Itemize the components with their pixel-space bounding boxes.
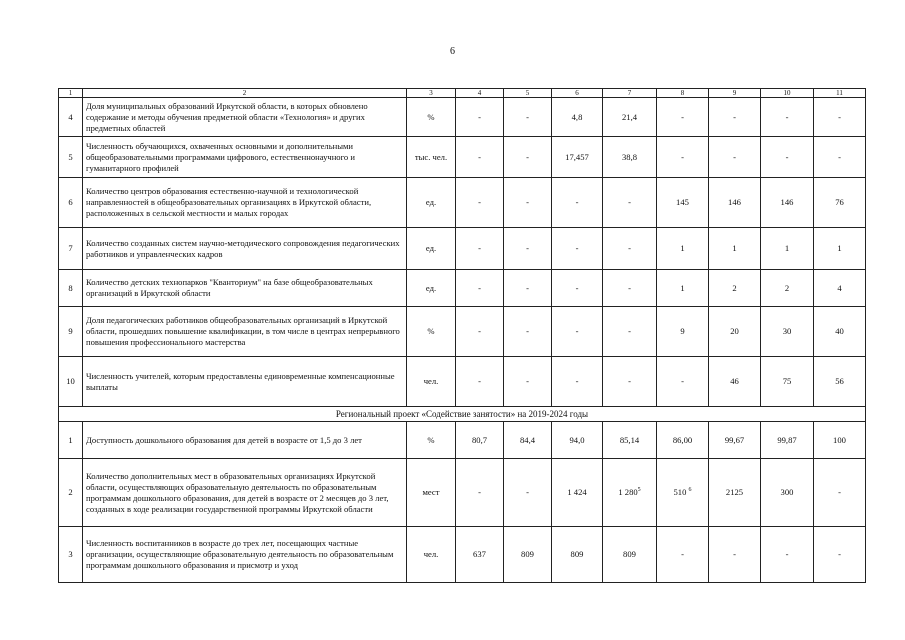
value-cell [814,270,866,307]
value-text: - [478,376,481,386]
indicator-name: Численность учителей, которым предоставлены единовременные компенсационные выплаты [83,357,407,407]
value-cell [456,178,504,228]
value-cell [709,228,761,270]
value-text: - [785,549,789,559]
value-text: - [681,151,684,162]
value-text: - [478,243,481,253]
value-cell [761,178,814,228]
value-text: 510 [673,487,687,497]
value-cell [603,527,657,583]
value-cell [657,307,709,357]
value-text: 1 [680,243,685,253]
value-cell [456,527,504,583]
value-cell [456,270,504,307]
row-number: 1 [59,422,83,459]
row-number: 10 [59,357,83,407]
value-cell [657,178,709,228]
value-cell [456,357,504,407]
unit-cell: ед. [407,270,456,307]
value-cell [814,307,866,357]
value-cell [456,228,504,270]
value-cell [709,98,761,137]
value-text: 145 [676,197,689,207]
value-text: 30 [782,326,792,336]
section-title: Региональный проект «Содействие занятости» на 2019-2024 годы [59,407,866,422]
table-row [59,527,866,583]
value-cell [709,178,761,228]
value-text: 85,14 [619,434,640,445]
value-text: - [733,549,736,559]
value-cell [709,357,761,407]
indicator-name: Количество центров образования естественно-научной и технологической направленностей в общеобразовательных организациях в Иркутской области, расположенных в сельской местности и малых городах [83,178,407,228]
value-text: 809 [570,549,584,559]
value-text: 75 [782,376,792,386]
value-text: 9 [680,326,685,336]
column-header: 5 [504,89,552,98]
value-text: 1 280 [618,487,638,497]
value-text: 300 [780,487,794,497]
value-cell [603,459,657,527]
column-header: 3 [407,89,456,98]
value-cell [504,178,552,228]
value-cell [552,422,603,459]
value-cell [761,459,814,527]
value-cell [504,422,552,459]
column-header: 10 [761,89,814,98]
value-cell [603,307,657,357]
value-text: 76 [835,197,844,207]
value-text: 99,67 [724,434,745,445]
value-cell [814,459,866,527]
footnote-mark: 5 [637,487,641,494]
value-cell [552,270,603,307]
value-cell [761,307,814,357]
value-text: - [526,282,529,293]
unit-cell: чел. [407,357,456,407]
row-number: 3 [59,527,83,583]
value-cell [814,98,866,137]
unit-cell: ед. [407,228,456,270]
value-cell [552,98,603,137]
value-cell [657,459,709,527]
value-text: 1 [732,243,737,253]
value-cell [603,422,657,459]
value-text: 56 [835,376,844,386]
value-cell [814,228,866,270]
value-text: 809 [623,549,636,559]
value-cell [761,527,814,583]
value-cell [552,178,603,228]
value-text: 17,457 [565,151,589,162]
value-text: - [478,282,481,293]
value-text: 1 [680,282,685,293]
value-text: 80,7 [471,434,488,445]
value-cell [814,357,866,407]
value-text: 38,8 [621,151,638,162]
value-cell [456,422,504,459]
value-cell [709,307,761,357]
value-text: 4 [837,282,842,293]
value-text: - [575,282,579,293]
value-cell [456,137,504,178]
value-text: 2 [732,282,737,293]
value-cell [552,357,603,407]
column-header: 6 [552,89,603,98]
unit-cell: ед. [407,178,456,228]
value-text: - [681,111,684,122]
column-header: 1 [59,89,83,98]
value-text: - [628,326,631,336]
table-row [59,137,866,178]
value-cell [657,422,709,459]
value-cell [552,137,603,178]
value-text: - [526,151,529,162]
value-text: - [575,376,579,386]
value-text: - [478,111,481,122]
value-cell [456,459,504,527]
table-row [59,357,866,407]
value-cell [504,228,552,270]
value-cell [657,228,709,270]
value-cell [456,307,504,357]
column-header: 9 [709,89,761,98]
value-text: 86,00 [672,434,693,445]
value-text: - [733,151,736,162]
value-text: - [785,111,789,122]
value-text: - [575,243,579,253]
row-number: 7 [59,228,83,270]
value-cell [709,270,761,307]
value-cell [603,357,657,407]
value-text: - [478,487,481,497]
value-text: - [838,549,841,559]
table-row [59,270,866,307]
value-text: 94,0 [569,434,585,445]
value-cell [657,270,709,307]
value-cell [504,307,552,357]
value-text: 809 [521,549,534,559]
value-cell [504,357,552,407]
value-text: 146 [728,197,741,207]
value-cell [504,137,552,178]
value-text: 99,87 [777,434,797,445]
value-cell [814,527,866,583]
column-header: 7 [603,89,657,98]
value-cell [504,527,552,583]
column-header: 2 [83,89,407,98]
value-text: - [681,376,684,386]
column-header: 11 [814,89,866,98]
value-text: - [478,197,481,207]
unit-cell: % [407,307,456,357]
value-text: - [526,111,529,122]
value-cell [709,422,761,459]
indicator-name: Количество дополнительных мест в образовательных организациях Иркутской области, осуществляющих образовательную деятельность по образовательным программам дошкольного образования, для детей в возрасте от 2 месяцев до 3 лет, созданных в ходе реализации государственной программы Иркутской области [83,459,407,527]
footnote-mark: 6 [688,487,692,494]
section-row [59,407,866,422]
row-number: 8 [59,270,83,307]
value-text: 100 [833,434,846,445]
value-cell [603,270,657,307]
value-cell [709,459,761,527]
value-cell [709,137,761,178]
value-cell [761,357,814,407]
indicators-table [58,88,866,583]
table-row [59,98,866,137]
value-cell [504,270,552,307]
value-cell [603,137,657,178]
value-text: - [526,326,529,336]
header-row [59,89,866,98]
unit-cell: тыс. чел. [407,137,456,178]
indicator-name: Количество созданных систем научно-методического сопровождения педагогических работников и управленческих кадров [83,228,407,270]
row-number: 4 [59,98,83,137]
value-text: 1 424 [567,487,587,497]
page-number: 6 [450,46,455,57]
value-text: - [478,151,481,162]
table-row [59,422,866,459]
value-text: - [681,549,684,559]
value-cell [603,228,657,270]
value-text: - [838,111,841,122]
value-cell [761,98,814,137]
value-cell [552,307,603,357]
value-cell [761,270,814,307]
value-cell [552,527,603,583]
value-text: - [628,243,631,253]
value-cell [456,98,504,137]
indicator-name: Количество детских технопарков "Кванториум" на базе общеобразовательных организаций в Иркутской области [83,270,407,307]
value-cell [761,422,814,459]
value-text: - [838,151,841,162]
value-text: 20 [730,326,739,336]
unit-cell: % [407,98,456,137]
value-text: 40 [835,326,844,336]
table-row [59,307,866,357]
value-cell [657,527,709,583]
unit-cell: чел. [407,527,456,583]
value-cell [603,98,657,137]
value-text: - [628,376,631,386]
value-text: 84,4 [519,434,536,445]
value-cell [657,137,709,178]
unit-cell: % [407,422,456,459]
value-text: - [575,326,579,336]
value-cell [761,228,814,270]
value-text: - [526,376,529,386]
row-number: 2 [59,459,83,527]
value-text: 637 [473,549,486,559]
value-text: 46 [730,376,739,386]
table-row [59,228,866,270]
value-cell [504,459,552,527]
value-text: 1 [784,243,790,253]
value-text: 2125 [725,487,744,497]
row-number: 6 [59,178,83,228]
indicator-name: Численность обучающихся, охваченных основными и дополнительными общеобразовательными программами цифрового, естественнонаучного и гуманитарного профилей [83,137,407,178]
value-text: - [628,197,631,207]
indicator-name: Доля муниципальных образований Иркутской области, в которых обновлено содержание и методы обучения предметной области «Технология» и других предметных областей [83,98,407,137]
value-cell [814,178,866,228]
unit-cell: мест [407,459,456,527]
value-cell [761,137,814,178]
value-cell [709,527,761,583]
value-text: - [733,111,736,122]
table-row [59,459,866,527]
column-header: 8 [657,89,709,98]
value-text: - [478,326,481,336]
value-text: - [785,151,789,162]
value-text: 2 [784,282,790,293]
value-cell [603,178,657,228]
value-text: - [526,197,529,207]
value-cell [814,137,866,178]
indicator-name: Доступность дошкольного образования для детей в возрасте от 1,5 до 3 лет [83,422,407,459]
value-text: 146 [780,197,794,207]
value-text: 1 [837,243,842,253]
column-header: 4 [456,89,504,98]
indicator-name: Доля педагогических работников общеобразовательных организаций в Иркутской области, прошедших повышение квалификации, в том числе в центрах непрерывного повышения профессионального мастерства [83,307,407,357]
value-cell [657,98,709,137]
value-text: - [526,487,529,497]
row-number: 9 [59,307,83,357]
value-text: 21,4 [621,111,638,122]
table-row [59,178,866,228]
value-cell [504,98,552,137]
value-cell [552,459,603,527]
row-number: 5 [59,137,83,178]
indicator-name: Численность воспитанников в возрасте до трех лет, посещающих частные организации, осуществляющие образовательную деятельность по образовательным программам дошкольного образования и присмотр и уход [83,527,407,583]
value-text: - [575,197,579,207]
value-text: - [526,243,529,253]
value-text: - [628,282,631,293]
value-cell [552,228,603,270]
value-text: 4,8 [571,111,583,122]
value-cell [814,422,866,459]
value-cell [657,357,709,407]
value-text: - [838,487,841,497]
